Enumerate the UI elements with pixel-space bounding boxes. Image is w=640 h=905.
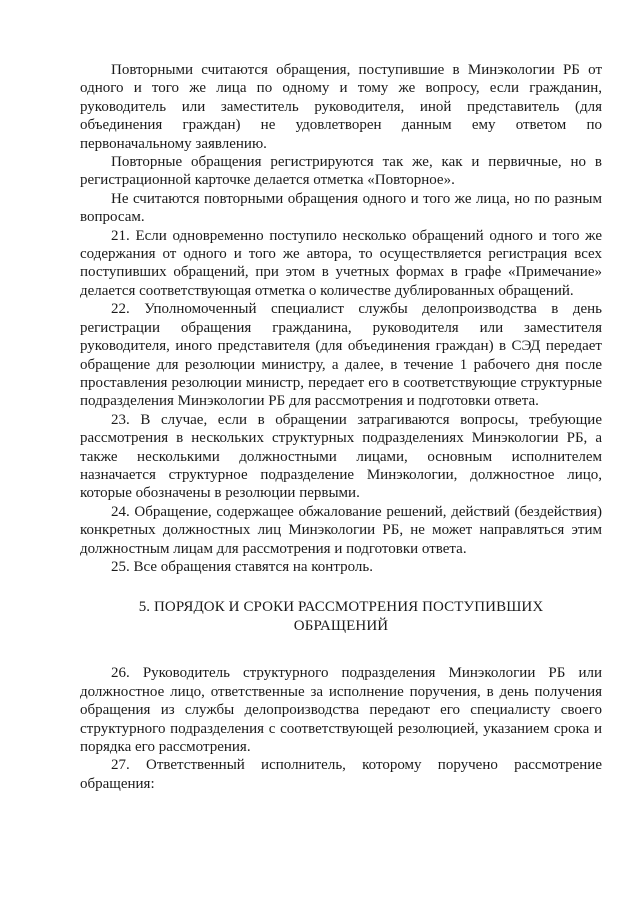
section-heading-line-1: 5. ПОРЯДОК И СРОКИ РАССМОТРЕНИЯ ПОСТУПИВШИХ bbox=[138, 599, 544, 616]
paragraph-item-24: 24. Обращение, содержащее обжалование решений, действий (бездействия) конкретных должностных лиц Минэкологии РБ, не может направляться этим должностным лицам для рассмотрения и подготовки ответа. bbox=[80, 503, 602, 557]
section-heading bbox=[80, 598, 602, 636]
paragraph-item-26: 26. Руководитель структурного подразделения Минэкологии РБ или должностное лицо, ответственные за исполнение поручения, в день получения обращения из службы делопроизводства передают его специалисту своего структурного подразделения с соответствующей резолюцией, указанием срока и порядка его рассмотрения. bbox=[80, 665, 602, 755]
paragraph-repeat-definition: Повторными считаются обращения, поступившие в Минэкологии РБ от одного и того же лица по одному и тому же вопросу, если гражданин, руководитель или заместитель руководителя, иной представитель (для объединения граждан) не удовлетворен данным ему ответом по первоначальному заявлению. bbox=[80, 62, 602, 152]
paragraph-item-23: 23. В случае, если в обращении затрагиваются вопросы, требующие рассмотрения в нескольких структурных подразделениях Минэкологии РБ, а также несколькими должностными лицами, основным исполнителем назначается структурное подразделение Минэкологии, должностное лицо, которые обозначены в резолюции первыми. bbox=[80, 411, 602, 502]
paragraph-repeat-registration: Повторные обращения регистрируются так же, как и первичные, но в регистрационной карточке делается отметка «Повторное». bbox=[80, 154, 602, 189]
paragraph-not-repeat: Не считаются повторными обращения одного и того же лица, но по разным вопросам. bbox=[80, 190, 602, 226]
paragraph-item-27: 27. Ответственный исполнитель, которому поручено рассмотрение обращения: bbox=[80, 757, 602, 792]
section-heading-line-2: ОБРАЩЕНИЙ bbox=[293, 618, 389, 635]
paragraph-item-25: 25. Все обращения ставятся на контроль. bbox=[111, 558, 373, 575]
paragraph-item-22: 22. Уполномоченный специалист службы делопроизводства в день регистрации обращения гражданина, руководителя или заместителя руководителя, иного представителя (для объединения граждан) в СЭД передает обращение для резолюции министру, а далее, в течение 1 рабочего дня после проставления резолюции министр, передает его в соответствующие структурные подразделения Минэкологии РБ для рассмотрения и подготовки ответа. bbox=[80, 301, 602, 410]
paragraph-item-21: 21. Если одновременно поступило несколько обращений одного и того же содержания от одного и того же автора, то осуществляется регистрация всех поступивших обращений, при этом в учетных формах в графе «Примечание» делается соответствующая отметка о количестве дублированных обращений. bbox=[80, 227, 602, 299]
